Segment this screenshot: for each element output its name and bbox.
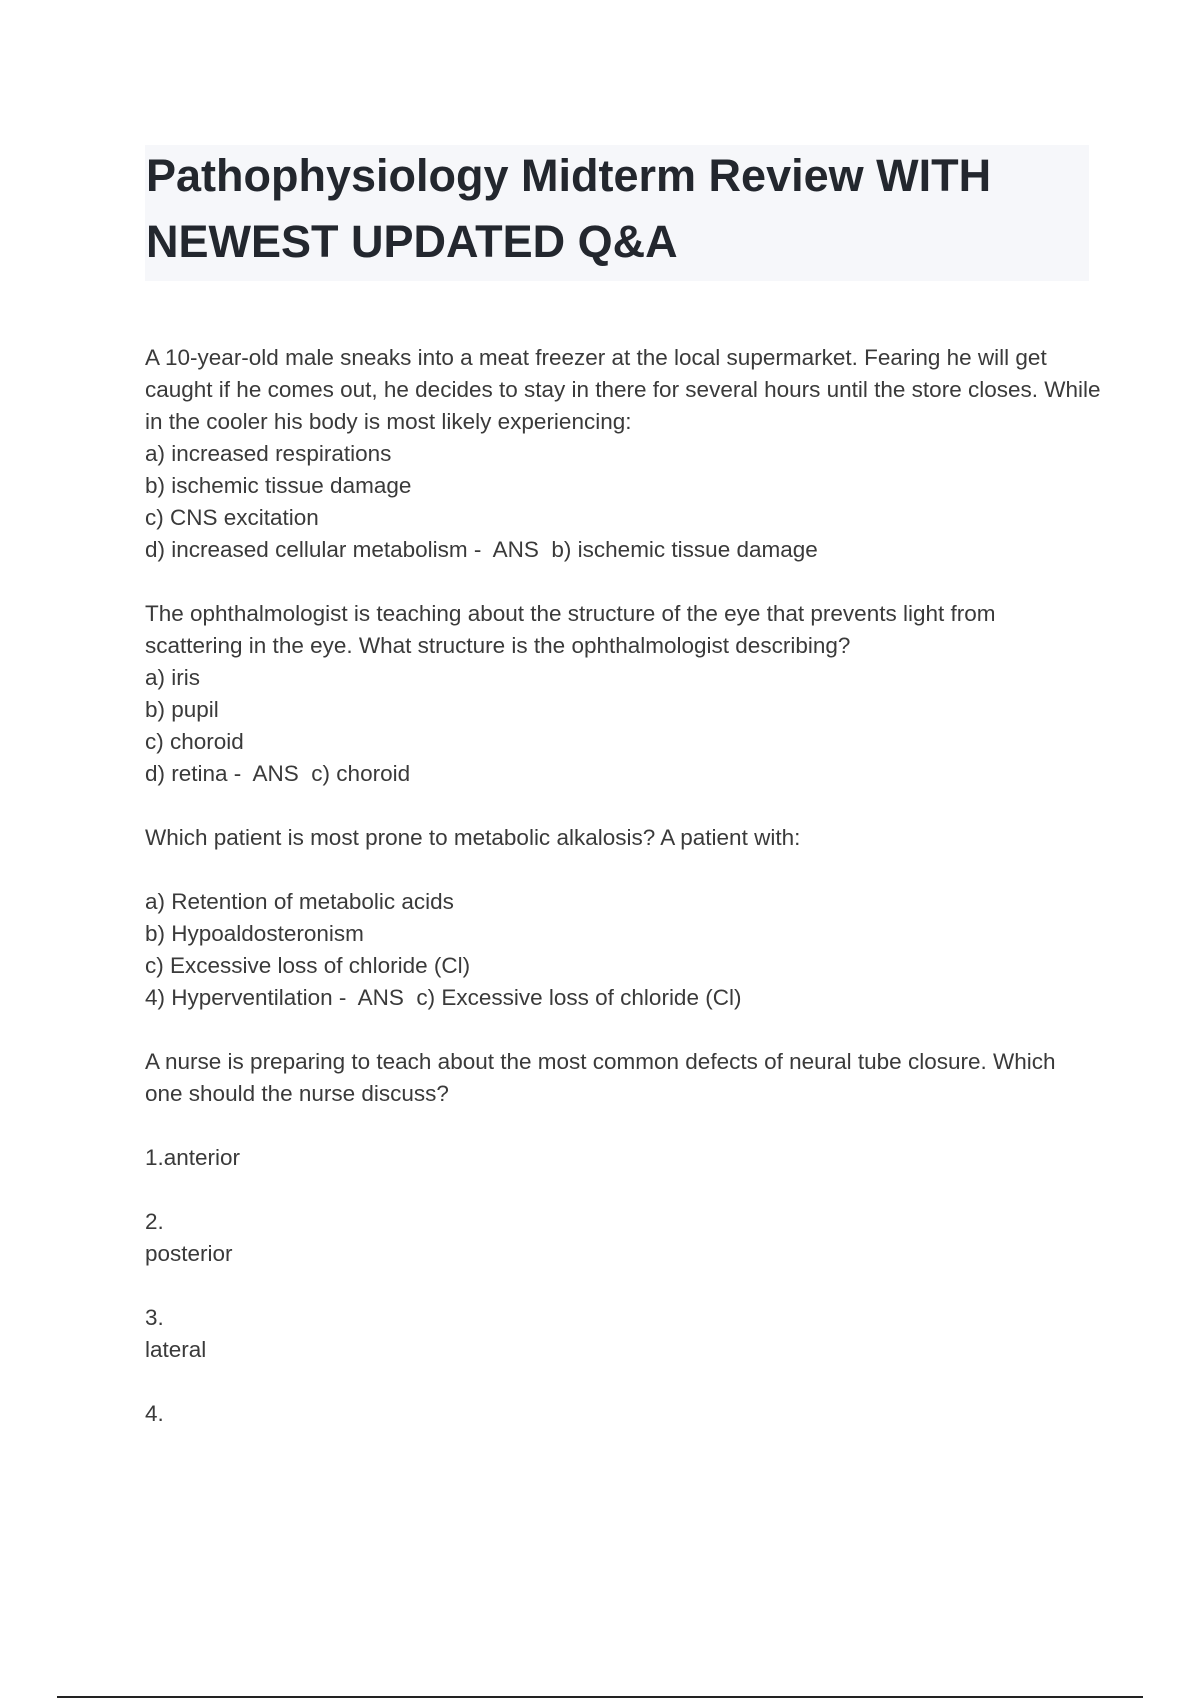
- question-block: [145, 598, 1095, 790]
- spacer: [145, 790, 1095, 822]
- document-title: Pathophysiology Midterm Review WITH NEWEST UPDATED Q&A: [146, 150, 992, 267]
- answer-option: c) choroid: [145, 729, 244, 754]
- answer-option: posterior: [145, 1241, 233, 1266]
- answer-option-number: 4.: [145, 1401, 164, 1426]
- spacer: [145, 566, 1095, 598]
- answer-option: c) CNS excitation: [145, 505, 319, 530]
- spacer: [145, 1174, 1095, 1206]
- answer-option: 1.anterior: [145, 1145, 241, 1170]
- answer-option: a) Retention of metabolic acids: [145, 889, 454, 914]
- answer-option: b) Hypoaldosteronism: [145, 921, 364, 946]
- question-stem: The ophthalmologist is teaching about the structure of the eye that prevents light from scattering in the eye. What structure is the ophthalmologist describing?: [145, 601, 996, 658]
- answer-option: b) ischemic tissue damage: [145, 473, 412, 498]
- spacer: [145, 1110, 1095, 1142]
- answer-option-with-key: 4) Hyperventilation - ANS c) Excessive loss of chloride (Cl): [145, 985, 742, 1010]
- spacer: [145, 854, 1095, 886]
- answer-option-number: 3.: [145, 1305, 164, 1330]
- answer-option: b) pupil: [145, 697, 219, 722]
- spacer: [145, 1366, 1095, 1398]
- answer-option-number: 2.: [145, 1209, 164, 1234]
- answer-option: c) Excessive loss of chloride (Cl): [145, 953, 471, 978]
- spacer: [145, 1270, 1095, 1302]
- question-block: [145, 1046, 1095, 1430]
- answer-option: a) iris: [145, 665, 200, 690]
- page-footer-rule: [57, 1696, 1143, 1698]
- answer-option: a) increased respirations: [145, 441, 392, 466]
- question-stem: Which patient is most prone to metabolic alkalosis? A patient with:: [145, 825, 801, 850]
- question-block: [145, 342, 1101, 566]
- answer-option-with-key: d) retina - ANS c) choroid: [145, 761, 411, 786]
- question-block: [145, 822, 1095, 1014]
- answer-option: lateral: [145, 1337, 207, 1362]
- document-body: [145, 342, 1101, 1430]
- spacer: [145, 1014, 1095, 1046]
- question-stem: A nurse is preparing to teach about the most common defects of neural tube closure. Which one should the nurse discuss?: [145, 1049, 1056, 1106]
- answer-option-with-key: d) increased cellular metabolism - ANS b) ischemic tissue damage: [145, 537, 818, 562]
- question-stem: A 10-year-old male sneaks into a meat freezer at the local supermarket. Fearing he will get caught if he comes out, he decides to stay in there for several hours until the store closes. While in the cooler his body is most likely experiencing:: [145, 345, 1101, 434]
